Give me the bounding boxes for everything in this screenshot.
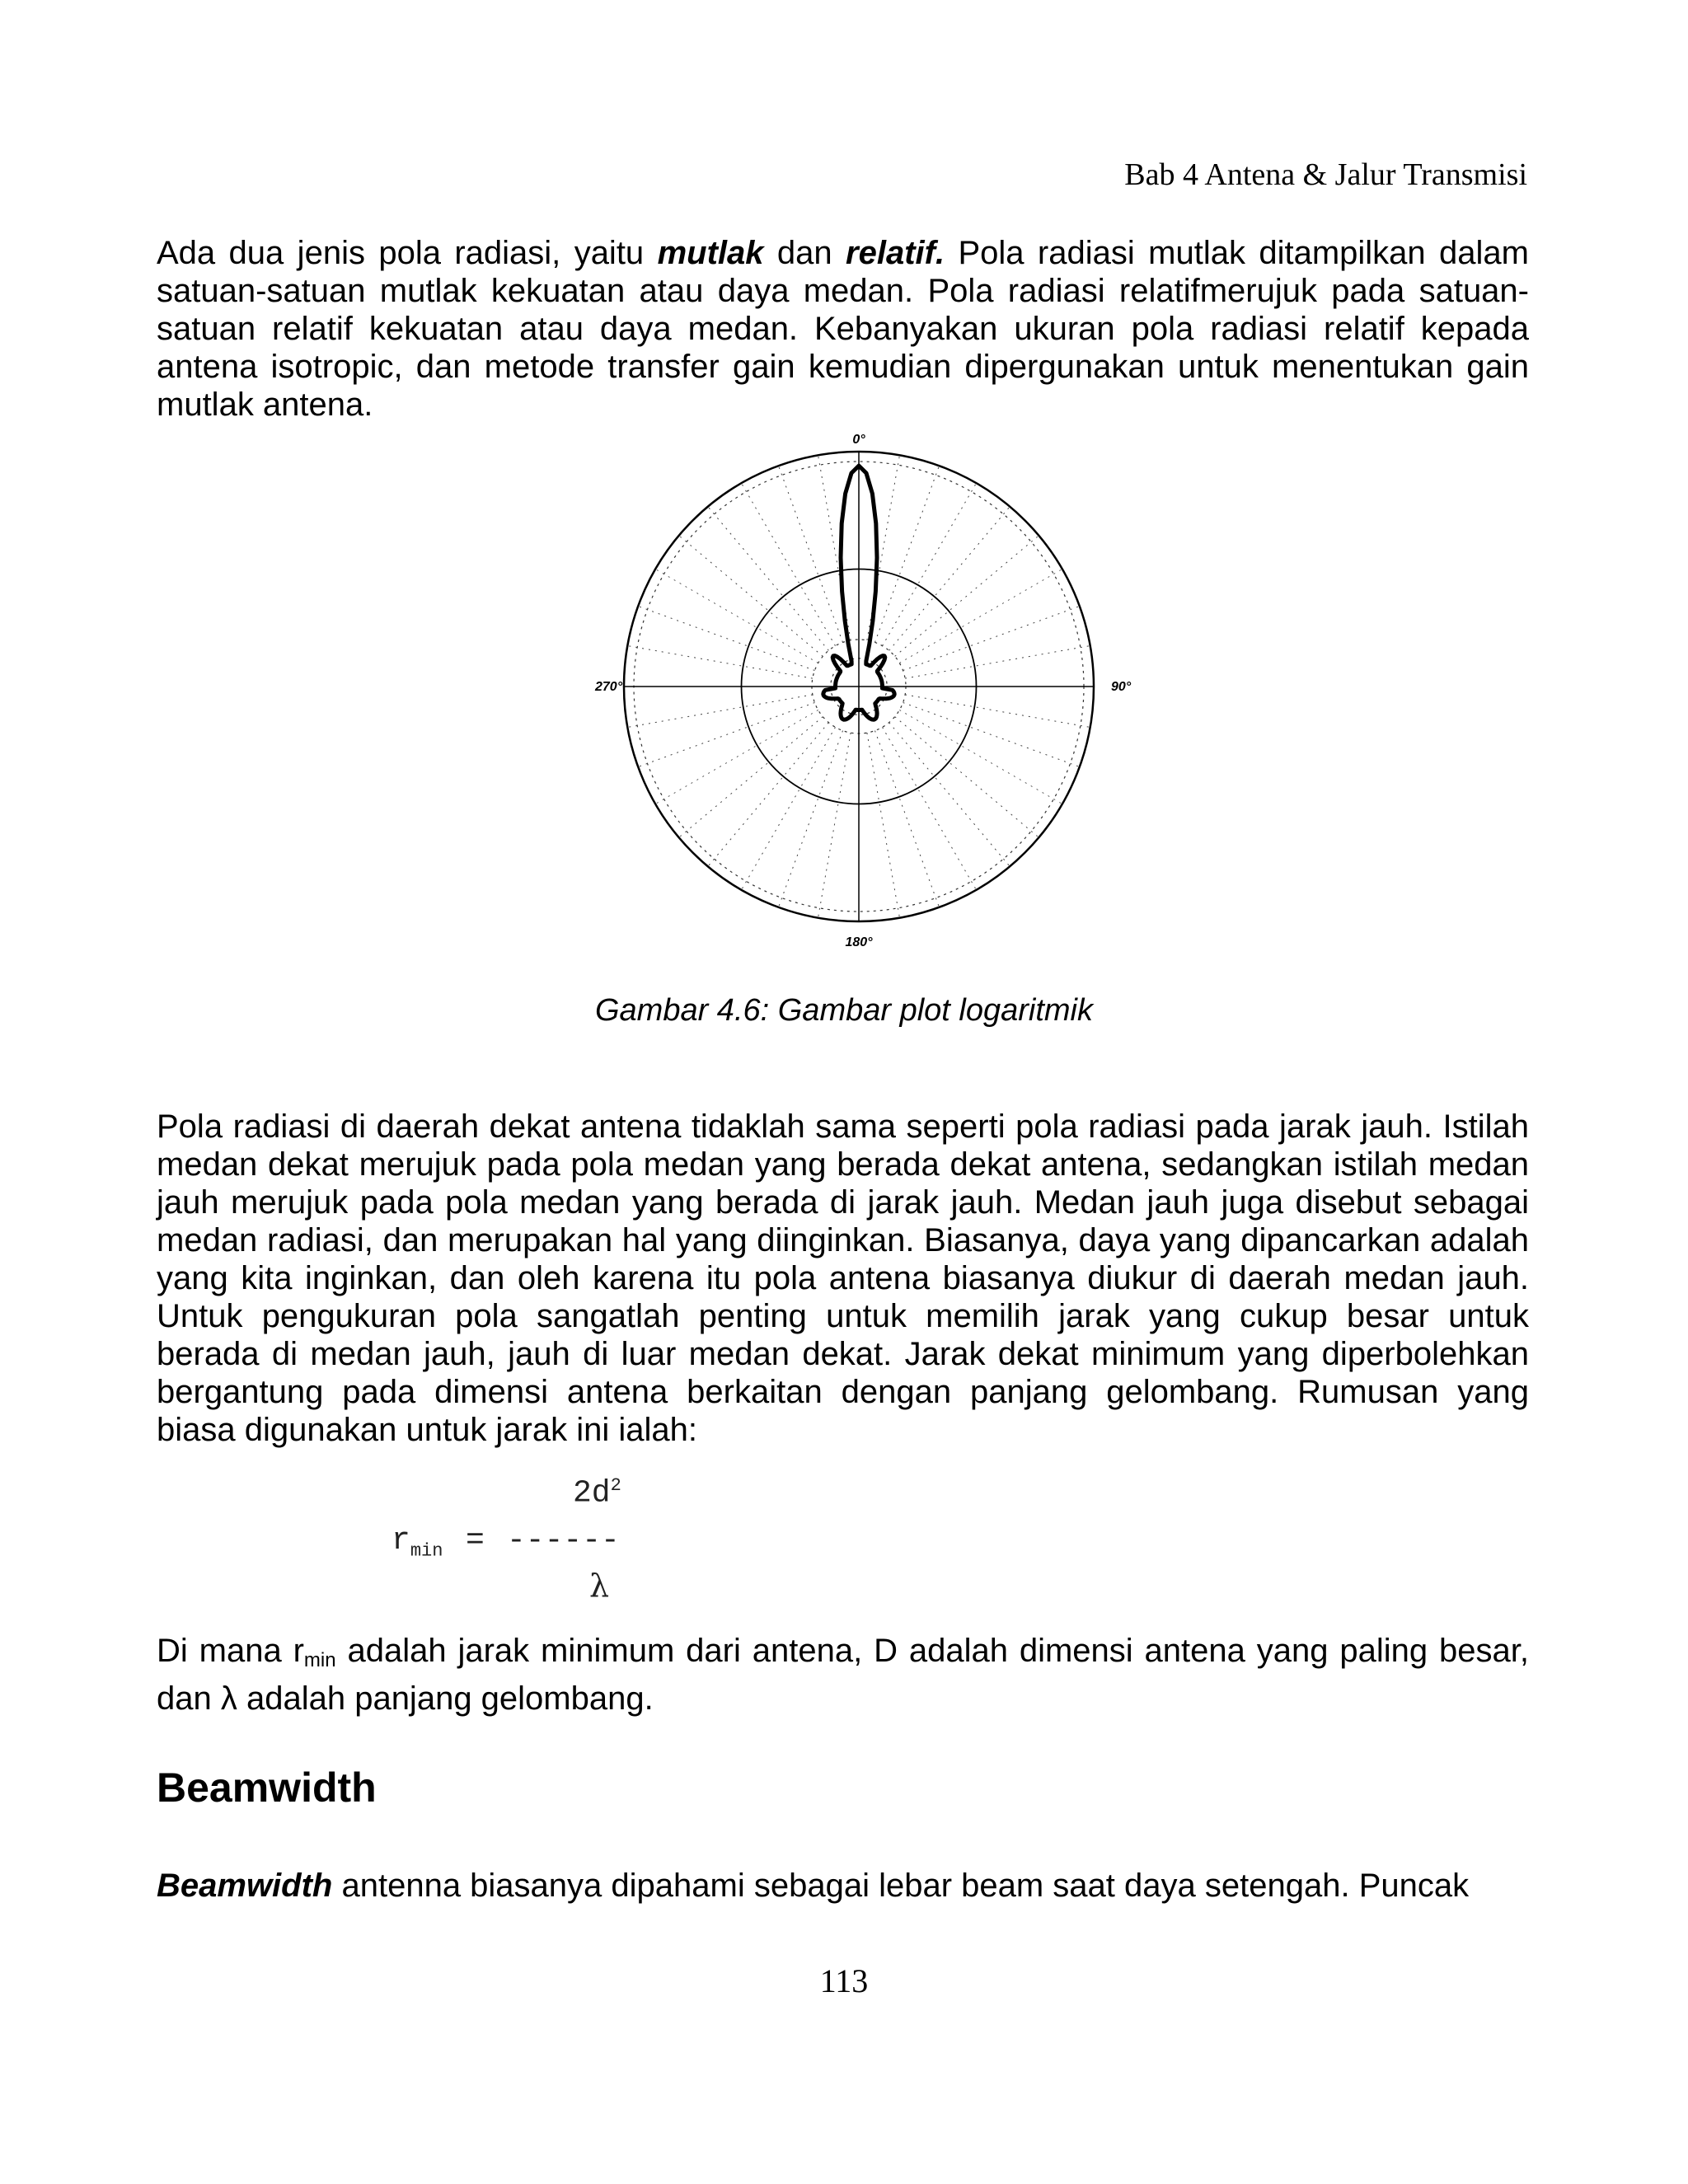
term-beamwidth: Beamwidth <box>157 1868 333 1904</box>
figure-caption: Gambar 4.6: Gambar plot logaritmik <box>594 993 1093 1028</box>
grid-spoke <box>874 466 939 642</box>
beamwidth-paragraph <box>157 1867 1529 1905</box>
grid-spoke <box>638 607 814 671</box>
grid-spoke <box>779 466 843 642</box>
angle-label-left: 270° <box>595 680 623 694</box>
explanation-subscript: min <box>303 1649 336 1671</box>
formula-lhs-subscript: min <box>410 1540 443 1562</box>
running-header: Bab 4 Antena & Jalur Transmisi <box>1124 157 1527 192</box>
grid-spoke <box>638 702 814 766</box>
explanation-paragraph <box>157 1632 1529 1718</box>
explanation-part2: adalah jarak minimum dari antena, D adalah dimensi antena yang paling besar, dan λ adalah panjang gelombang. <box>157 1633 1529 1717</box>
grid-spoke <box>905 646 1090 679</box>
formula-fraction-bar: ------ <box>507 1523 620 1558</box>
term-relatif: relatif. <box>846 235 945 271</box>
section-heading-beamwidth: Beamwidth <box>157 1765 377 1811</box>
grid-spoke <box>655 710 818 804</box>
polar-grid <box>624 452 1094 921</box>
grid-spoke <box>905 695 1090 728</box>
formula-equals: = <box>466 1523 485 1558</box>
grid-spoke <box>655 569 818 663</box>
grid-spoke <box>899 569 1062 663</box>
angle-label-top: 0° <box>852 433 865 447</box>
near-far-field-paragraph: Pola radiasi di daerah dekat antena tidaklah sama seperti pola radiasi pada jarak jauh. Istilah medan dekat merujuk pada pola medan yang berada dekat antena, sedangkan istilah medan jauh merujuk pada pola medan yang berada di jarak jauh. Medan jauh juga disebut sebagai medan radiasi, dan merupakan hal yang diinginkan. Biasanya, daya yang dipancarkan adalah yang kita inginkan, dan oleh karena itu pola antena biasanya diukur di daerah medan jauh. Untuk pengukuran pola sangatlah penting untuk memilih jarak yang cukup besar untuk berada di medan jauh, jauh di luar medan dekat. Jarak dekat minimum yang diperbolehkan bergantung pada dimensi antena berkaitan dengan panjang gelombang. Rumusan yang biasa digunakan untuk jarak ini ialah: <box>157 1108 1529 1448</box>
intro-paragraph <box>157 234 1529 424</box>
explanation-part1: Di mana r <box>157 1633 304 1669</box>
grid-spoke <box>883 483 977 645</box>
formula-denominator: λ <box>589 1568 610 1604</box>
grid-spoke <box>818 733 851 918</box>
beamwidth-text: antenna biasanya dipahami sebagai lebar beam saat daya setengah. Puncak <box>332 1868 1470 1904</box>
grid-spoke <box>679 717 823 838</box>
intro-and: dan <box>763 235 846 271</box>
grid-spoke <box>627 695 813 728</box>
grid-spoke <box>779 731 843 907</box>
formula-numerator-exponent: 2 <box>610 1475 621 1496</box>
formula-numerator-text: 2d <box>573 1475 611 1511</box>
formula-numerator <box>573 1475 621 1511</box>
grid-spoke <box>895 536 1039 657</box>
grid-spoke <box>903 607 1080 671</box>
grid-spoke <box>742 483 836 645</box>
rmin-formula <box>392 1475 804 1615</box>
grid-spoke <box>867 733 900 918</box>
grid-spoke <box>627 646 813 679</box>
grid-spoke <box>895 717 1039 838</box>
grid-spoke <box>708 507 829 651</box>
angle-label-right: 90° <box>1111 680 1132 694</box>
grid-spoke <box>742 727 836 889</box>
grid-spoke <box>874 731 939 907</box>
grid-spoke <box>708 723 829 867</box>
grid-spoke <box>883 727 977 889</box>
grid-spoke <box>679 536 823 657</box>
formula-lhs <box>392 1523 443 1562</box>
grid-spoke <box>899 710 1062 804</box>
grid-spoke <box>889 723 1010 867</box>
grid-spoke <box>903 702 1080 766</box>
formula-lhs-text: r <box>392 1523 410 1558</box>
page-number: 113 <box>819 1962 869 1999</box>
angle-label-bottom: 180° <box>845 935 873 949</box>
grid-spoke <box>889 507 1010 651</box>
polar-plot-figure <box>560 429 1154 956</box>
intro-lead: Ada dua jenis pola radiasi, yaitu <box>157 235 658 271</box>
polar-plot <box>560 429 1154 956</box>
term-mutlak: mutlak <box>657 235 764 271</box>
intro-rest: Pola radiasi mutlak ditampilkan dalam satuan-satuan mutlak kekuatan atau daya medan. Pola radiasi relatifmerujuk pada satuan-satuan relatif kekuatan atau daya medan. Kebanyakan ukuran pola radiasi relatif kepada antena isotropic, dan metode transfer gain kemudian dipergunakan untuk menentukan gain mutlak antena. <box>157 235 1529 423</box>
